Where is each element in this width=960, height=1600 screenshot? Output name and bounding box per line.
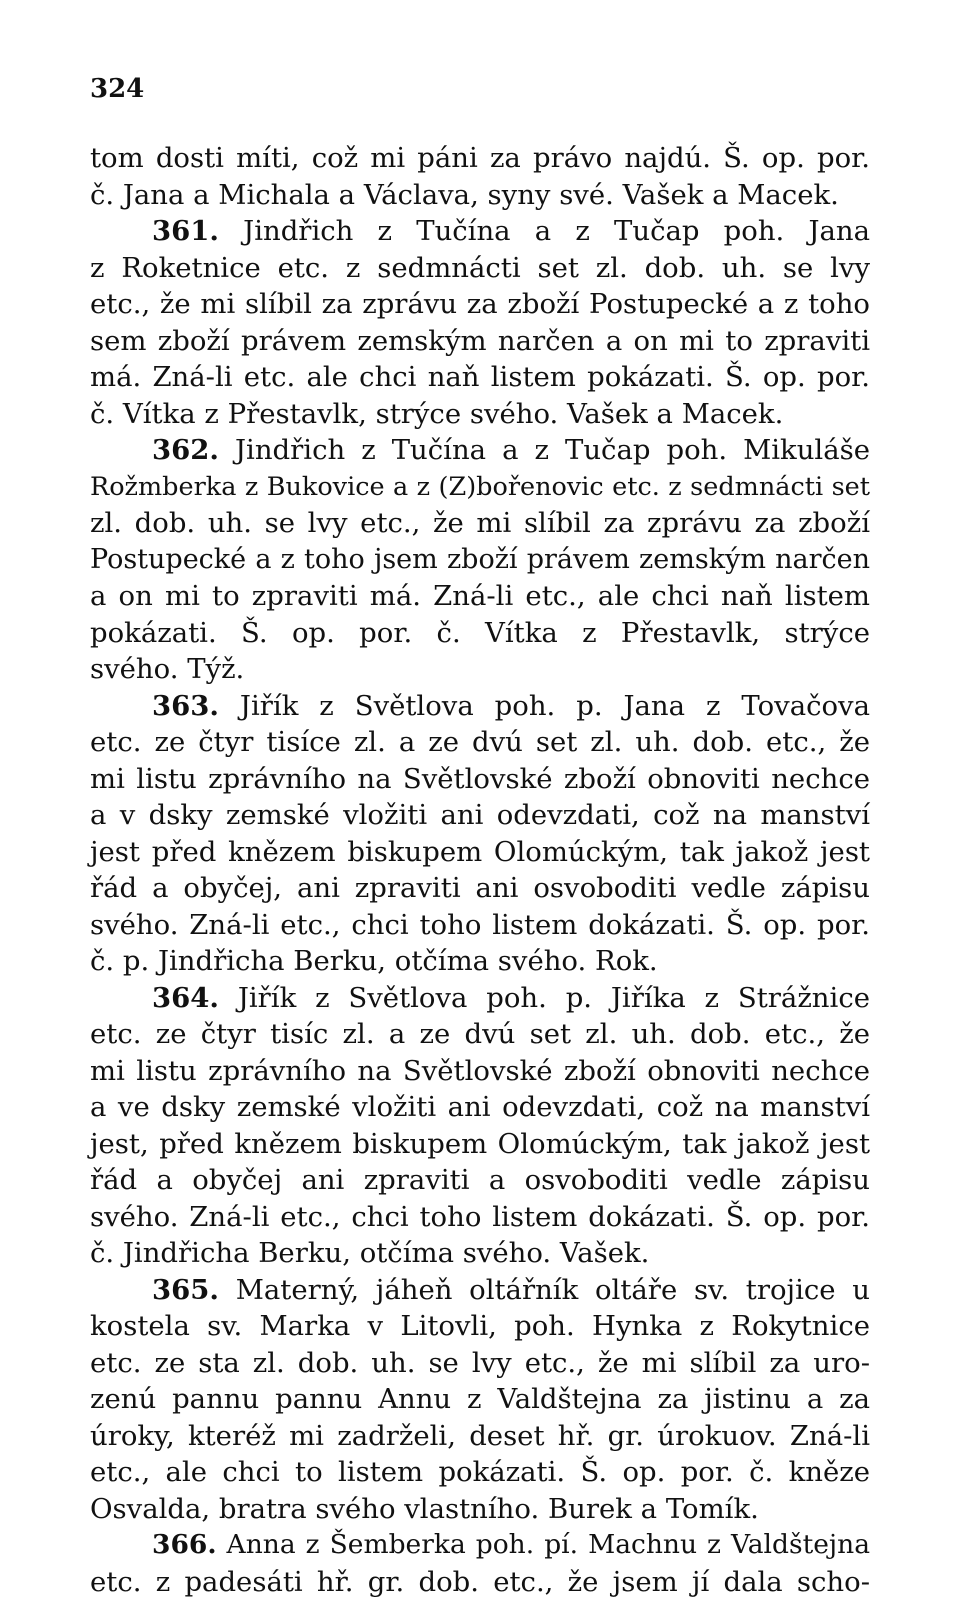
line-text: jest před knězem biskupem Olomúckým, tak jakož jest	[90, 836, 870, 868]
text-line	[90, 797, 870, 834]
entry-first-line	[90, 688, 870, 725]
text-line	[90, 724, 870, 761]
line-text: Jindřich z Tučína a z Tučap poh. Mikuláše	[219, 434, 870, 466]
body-text	[90, 140, 870, 1600]
line-text: mi listu zprávního na Světlovské zboží obnoviti nechce	[90, 763, 870, 795]
line-text: tom dosti míti, což mi páni za právo najdú. Š. op. por.	[90, 142, 870, 174]
text-line	[90, 1016, 870, 1053]
text-line	[90, 1053, 870, 1090]
entry-first-line	[90, 980, 870, 1017]
text-line	[90, 177, 870, 214]
text-line	[90, 1418, 870, 1455]
line-text: zenú pannu pannu Annu z Valdštejna za jistinu a za	[90, 1383, 870, 1415]
line-text: Anna z Šemberka poh. pí. Machnu z Valdštejna	[217, 1529, 870, 1560]
line-text: a on mi to zpraviti má. Zná-li etc., ale chci naň listem	[90, 580, 870, 612]
line-text: č. Vítka z Přestavlk, strýce svého. Vašek a Macek.	[90, 398, 783, 430]
text-line	[90, 1199, 870, 1236]
entry-number: 366.	[152, 1529, 217, 1560]
line-text: Osvalda, bratra svého vlastního. Burek a Tomík.	[90, 1493, 759, 1525]
line-text: etc. ze čtyr tisíce zl. a ze dvú set zl. uh. dob. etc., že	[90, 726, 870, 758]
line-text: č. Jindřicha Berku, otčíma svého. Vašek.	[90, 1237, 649, 1269]
entry-number: 365.	[152, 1274, 219, 1306]
text-line	[90, 469, 870, 506]
text-line	[90, 761, 870, 798]
line-text: svého. Zná-li etc., chci toho listem dokázati. Š. op. por.	[90, 909, 870, 941]
line-text: má. Zná-li etc. ale chci naň listem pokázati. Š. op. por.	[90, 361, 870, 393]
text-line	[90, 286, 870, 323]
text-line	[90, 505, 870, 542]
line-text: etc. z padesáti hř. gr. dob. etc., že jsem jí dala scho-	[90, 1566, 870, 1598]
line-text: svého. Týž.	[90, 653, 244, 685]
text-line	[90, 542, 870, 579]
text-line	[90, 907, 870, 944]
line-text: z Roketnice etc. z sedmnácti set zl. dob. uh. se lvy	[90, 252, 870, 284]
line-text: etc. ze sta zl. dob. uh. se lvy etc., že mi slíbil za uro-	[90, 1347, 870, 1379]
line-text: a ve dsky zemské vložiti ani odevzdati, což na manství	[90, 1091, 870, 1123]
text-line	[90, 1564, 870, 1600]
line-text: zl. dob. uh. se lvy etc., že mi slíbil za zprávu za zboží	[90, 507, 870, 539]
text-line	[90, 359, 870, 396]
text-line	[90, 1345, 870, 1382]
line-text: Jiřík z Světlova poh. p. Jana z Tovačova	[219, 690, 870, 722]
line-text: úroky, kteréž mi zadrželi, deset hř. gr. úrokuov. Zná-li	[90, 1420, 870, 1452]
line-text: jest, před knězem biskupem Olomúckým, tak jakož jest	[90, 1128, 870, 1160]
line-text: etc. ze čtyr tisíc zl. a ze dvú set zl. uh. dob. etc., že	[90, 1018, 870, 1050]
text-line	[90, 1308, 870, 1345]
text-line	[90, 1454, 870, 1491]
line-text: Postupecké a z toho jsem zboží právem zemským narčen	[90, 544, 870, 575]
line-text: svého. Zná-li etc., chci toho listem dokázati. Š. op. por.	[90, 1201, 870, 1233]
text-line	[90, 651, 870, 688]
entry-number: 361.	[152, 215, 219, 247]
text-line	[90, 1235, 870, 1272]
line-text: mi listu zprávního na Světlovské zboží obnoviti nechce	[90, 1055, 870, 1087]
line-text: etc., že mi slíbil za zprávu za zboží Postupecké a z toho	[90, 288, 870, 320]
text-line	[90, 1162, 870, 1199]
line-text: a v dsky zemské vložiti ani odevzdati, což na manství	[90, 799, 870, 831]
line-text: etc., ale chci to listem pokázati. Š. op. por. č. kněze	[90, 1456, 870, 1488]
line-text: sem zboží právem zemským narčen a on mi to zpraviti	[90, 325, 870, 357]
text-line	[90, 615, 870, 652]
line-text: Materný, jáheň oltářník oltáře sv. trojice u	[219, 1274, 870, 1306]
entry-first-line	[90, 1272, 870, 1309]
entry-number: 362.	[152, 434, 219, 466]
entry-first-line	[90, 1527, 870, 1564]
text-line	[90, 834, 870, 871]
text-line	[90, 1126, 870, 1163]
line-text: řád a obyčej ani zpraviti a osvoboditi vedle zápisu	[90, 1164, 870, 1196]
text-line	[90, 323, 870, 360]
line-text: řád a obyčej, ani zpraviti ani osvoboditi vedle zápisu	[90, 872, 870, 904]
line-text: kostela sv. Marka v Litovli, poh. Hynka z Rokytnice	[90, 1310, 870, 1342]
line-text: Rožmberka z Bukovice a z (Z)bořenovic etc. z sedmnácti set	[90, 472, 870, 502]
entry-number: 364.	[152, 982, 219, 1014]
line-text: Jiřík z Světlova poh. p. Jiříka z Strážnice	[219, 982, 870, 1014]
text-line	[90, 396, 870, 433]
text-line	[90, 1381, 870, 1418]
line-text: č. p. Jindřicha Berku, otčíma svého. Rok.	[90, 945, 658, 977]
text-line	[90, 140, 870, 177]
text-line	[90, 1491, 870, 1528]
text-line	[90, 250, 870, 287]
text-line	[90, 1089, 870, 1126]
text-line	[90, 943, 870, 980]
line-text: pokázati. Š. op. por. č. Vítka z Přestavlk, strýce	[90, 617, 870, 649]
entry-first-line	[90, 432, 870, 469]
line-text: č. Jana a Michala a Václava, syny své. Vašek a Macek.	[90, 179, 839, 211]
entry-first-line	[90, 213, 870, 250]
entry-number: 363.	[152, 690, 219, 722]
text-line	[90, 578, 870, 615]
text-line	[90, 870, 870, 907]
line-text: Jindřich z Tučína a z Tučap poh. Jana	[219, 215, 870, 247]
page-number: 324	[90, 74, 144, 104]
